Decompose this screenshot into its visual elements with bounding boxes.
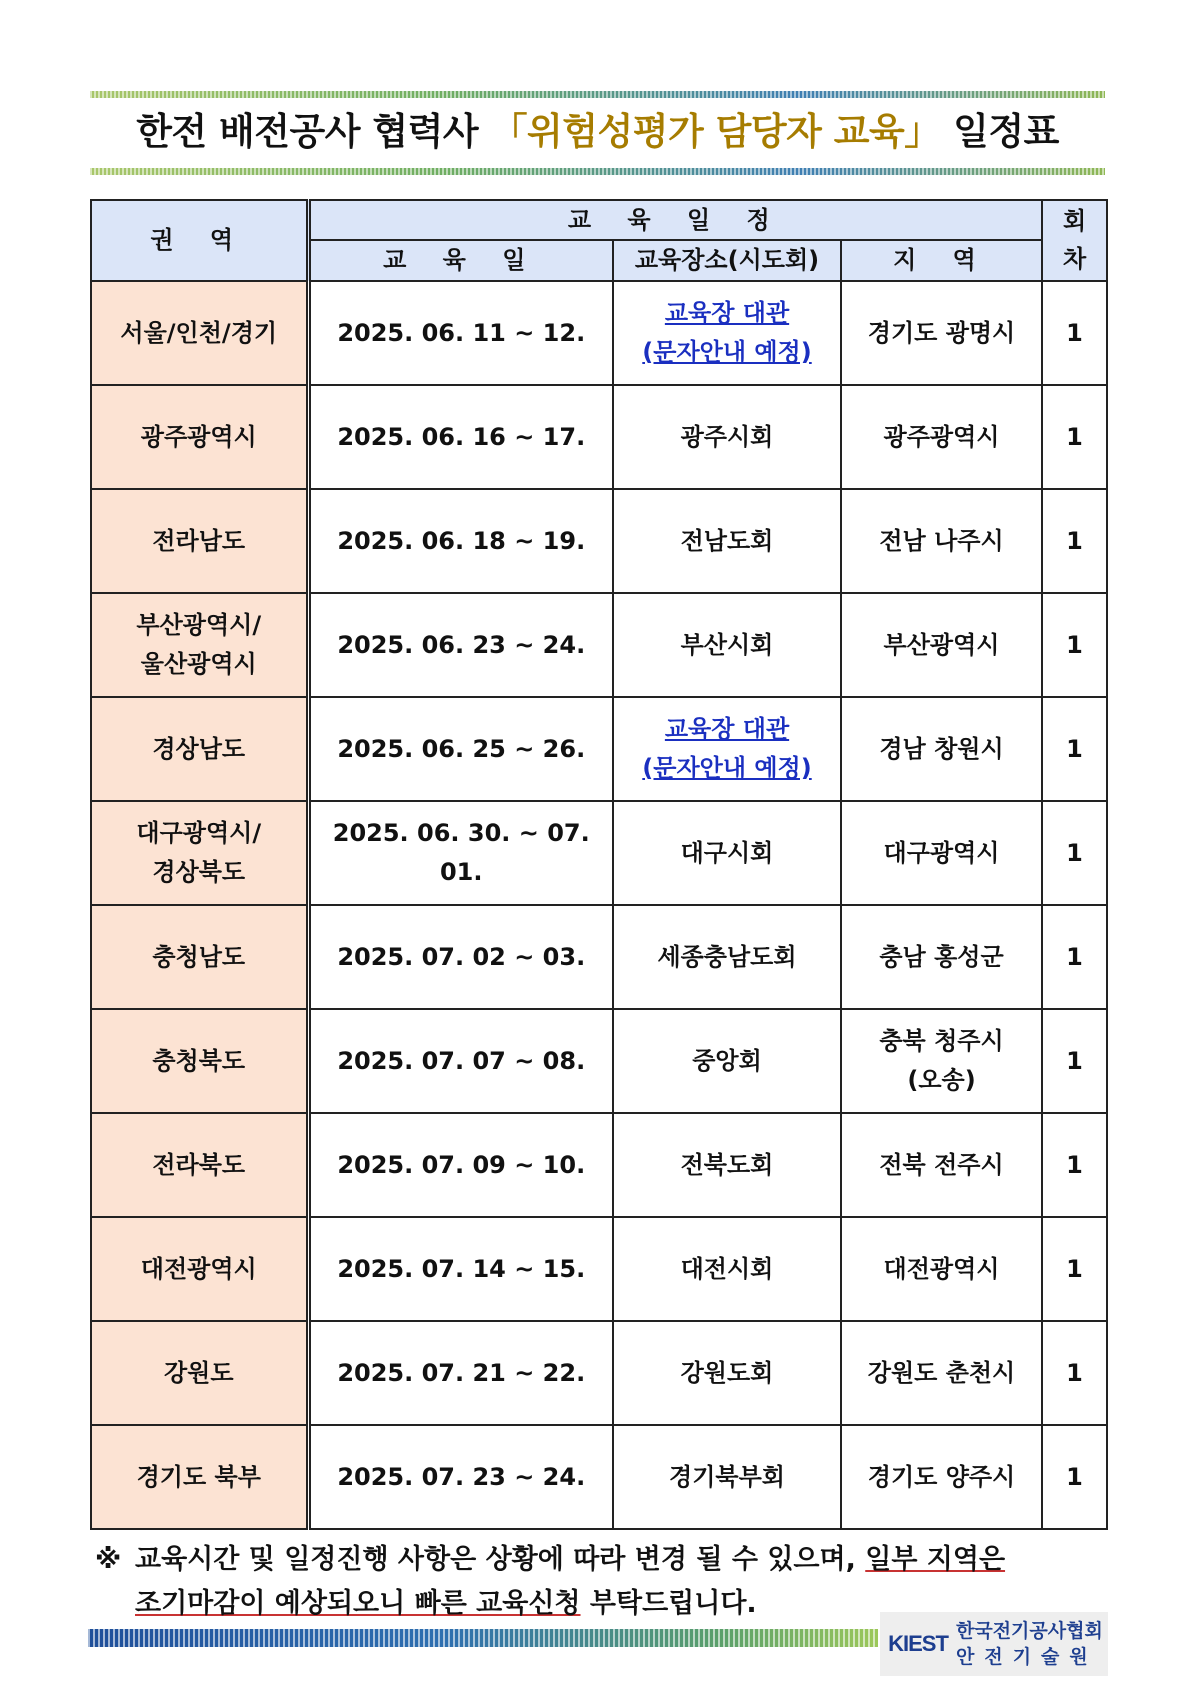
table-row: [91, 905, 1107, 1009]
venue-link-note[interactable]: (문자안내 예정): [642, 753, 812, 782]
table-row: [91, 1217, 1107, 1321]
cell-session: 1: [1042, 593, 1107, 697]
cell-session: 1: [1042, 1009, 1107, 1113]
table-row: [91, 489, 1107, 593]
notice-line2-plain: 부탁드립니다.: [580, 1588, 757, 1619]
cell-session: 1: [1042, 385, 1107, 489]
cell-date: 2025. 07. 07 ~ 08.: [308, 1009, 613, 1113]
cell-location: 부산광역시: [841, 593, 1042, 697]
table-header: [91, 200, 1107, 281]
table-row: [91, 697, 1107, 801]
region-line2: 울산광역시: [140, 649, 257, 678]
cell-venue: 대구시회: [613, 801, 841, 905]
cell-session: 1: [1042, 1425, 1107, 1529]
cell-date: 2025. 06. 16 ~ 17.: [308, 385, 613, 489]
header-date: 교 육 일: [308, 240, 613, 280]
venue-link[interactable]: 교육장 대관: [664, 715, 790, 744]
cell-location: 대구광역시: [841, 801, 1042, 905]
cell-region: 경기도 북부: [91, 1425, 308, 1529]
table-row: [91, 281, 1107, 385]
cell-session: 1: [1042, 905, 1107, 1009]
header-venue: 교육장소(시도회): [613, 240, 841, 280]
table-row: [91, 1425, 1107, 1529]
kiest-logo-icon: KIEST: [888, 1631, 948, 1656]
header-schedule-group: 교 육 일 정: [308, 200, 1042, 240]
logo-sub-name: 안전기술원: [956, 1646, 1098, 1668]
title-suffix: 일정표: [940, 110, 1059, 153]
cell-date: 2025. 07. 02 ~ 03.: [308, 905, 613, 1009]
cell-session: 1: [1042, 697, 1107, 801]
cell-location: [841, 1009, 1042, 1113]
cell-region: 전라남도: [91, 489, 308, 593]
cell-region: [91, 801, 308, 905]
cell-session: 1: [1042, 1217, 1107, 1321]
cell-date: 2025. 07. 14 ~ 15.: [308, 1217, 613, 1321]
notice-line1-underlined: 일부 지역은: [865, 1544, 1006, 1575]
cell-location: 광주광역시: [841, 385, 1042, 489]
cell-venue: 중앙회: [613, 1009, 841, 1113]
cell-session: 1: [1042, 489, 1107, 593]
cell-date: 2025. 07. 21 ~ 22.: [308, 1321, 613, 1425]
cell-venue: 강원도회: [613, 1321, 841, 1425]
header-session-line1: 회: [1062, 207, 1087, 235]
footer-stripe: [88, 1629, 878, 1647]
table-row: [91, 1009, 1107, 1113]
schedule-table: [90, 199, 1108, 1530]
header-region: 권 역: [91, 200, 308, 281]
cell-region: 강원도: [91, 1321, 308, 1425]
cell-session: 1: [1042, 801, 1107, 905]
page-title: [90, 103, 1105, 161]
cell-region: 서울/인천/경기: [91, 281, 308, 385]
header-session: [1042, 200, 1107, 281]
cell-location: 강원도 춘천시: [841, 1321, 1042, 1425]
cell-location: 대전광역시: [841, 1217, 1042, 1321]
venue-link[interactable]: 교육장 대관: [664, 299, 790, 328]
notice-line2-underlined: 조기마감이 예상되오니 빠른 교육신청: [135, 1588, 581, 1619]
title-highlight: 「위험성평가 담당자 교육」: [490, 110, 941, 153]
cell-region: 전라북도: [91, 1113, 308, 1217]
location-line2: (오송): [907, 1065, 976, 1094]
cell-region: [91, 593, 308, 697]
cell-venue[interactable]: [613, 697, 841, 801]
cell-location: 전북 전주시: [841, 1113, 1042, 1217]
cell-venue: 부산시회: [613, 593, 841, 697]
notice-line1-plain: 교육시간 및 일정진행 사항은 상황에 따라 변경 될 수 있으며,: [135, 1544, 866, 1575]
cell-date: 2025. 06. 18 ~ 19.: [308, 489, 613, 593]
cell-session: 1: [1042, 1321, 1107, 1425]
cell-date: 2025. 07. 23 ~ 24.: [308, 1425, 613, 1529]
logo-org-name: 한국전기공사협회: [956, 1620, 1103, 1642]
cell-date: 2025. 07. 09 ~ 10.: [308, 1113, 613, 1217]
cell-region: 경상남도: [91, 697, 308, 801]
venue-link-note[interactable]: (문자안내 예정): [642, 337, 812, 366]
region-line1: 부산광역시/: [136, 611, 262, 640]
cell-location: 경기도 양주시: [841, 1425, 1042, 1529]
cell-venue: 경기북부회: [613, 1425, 841, 1529]
title-prefix: 한전 배전공사 협력사: [136, 110, 491, 153]
cell-location: 전남 나주시: [841, 489, 1042, 593]
cell-venue: 세종충남도회: [613, 905, 841, 1009]
title-top-stripe: [90, 91, 1105, 98]
cell-venue: 전북도회: [613, 1113, 841, 1217]
location-line1: 충북 청주시: [879, 1027, 1004, 1056]
cell-venue: 전남도회: [613, 489, 841, 593]
table-row: [91, 593, 1107, 697]
cell-session: 1: [1042, 281, 1107, 385]
kiest-logo: [880, 1612, 1108, 1676]
notice-line1: [95, 1538, 1107, 1582]
cell-date: 2025. 06. 23 ~ 24.: [308, 593, 613, 697]
cell-location: 경남 창원시: [841, 697, 1042, 801]
cell-region: 광주광역시: [91, 385, 308, 489]
table-row: [91, 385, 1107, 489]
cell-venue: 대전시회: [613, 1217, 841, 1321]
cell-date: 2025. 06. 30. ~ 07. 01.: [308, 801, 613, 905]
logo-text: [956, 1618, 1103, 1670]
cell-region: 대전광역시: [91, 1217, 308, 1321]
cell-location: 경기도 광명시: [841, 281, 1042, 385]
header-location: 지 역: [841, 240, 1042, 280]
reference-mark-icon: ※: [95, 1544, 122, 1575]
cell-venue[interactable]: [613, 281, 841, 385]
table-row: [91, 801, 1107, 905]
cell-location: 충남 홍성군: [841, 905, 1042, 1009]
cell-region: 충청남도: [91, 905, 308, 1009]
region-line1: 대구광역시/: [136, 819, 262, 848]
cell-venue: 광주시회: [613, 385, 841, 489]
region-line2: 경상북도: [152, 857, 246, 886]
cell-date: 2025. 06. 25 ~ 26.: [308, 697, 613, 801]
table-row: [91, 1113, 1107, 1217]
cell-region: 충청북도: [91, 1009, 308, 1113]
table-row: [91, 1321, 1107, 1425]
cell-date: 2025. 06. 11 ~ 12.: [308, 281, 613, 385]
cell-session: 1: [1042, 1113, 1107, 1217]
header-session-line2: 차: [1062, 245, 1087, 274]
title-bottom-stripe: [90, 168, 1105, 175]
